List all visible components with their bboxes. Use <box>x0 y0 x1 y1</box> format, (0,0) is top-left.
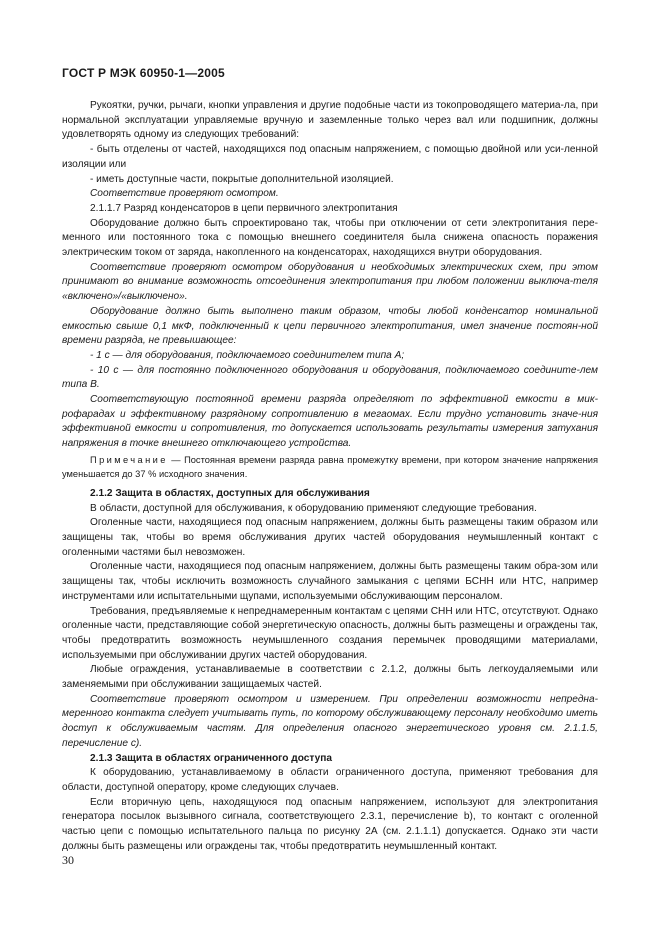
note <box>62 453 598 482</box>
compliance-statement: Соответствие проверяют осмотром. <box>90 188 279 200</box>
paragraph: Оголенные части, находящиеся под опасным напряжением, должны быть размещены таким образом или защищены так, чтобы во время обслуживания других частей оборудования неумышленный контакт с оголенными частями был невозможен. <box>62 517 598 558</box>
compliance-text: Соответствие проверяют осмотром и измерением. При определении возможности непредна-меренного контакта следует учитывать путь, по которому обслуживающему персоналу необходимо иметь доступ к обслуживаемым частям. <box>62 693 598 735</box>
page-number: 30 <box>62 853 74 867</box>
paragraph: К оборудованию, устанавливаемому в области ограниченного доступа, применяют требования для области, доступной оператору, кроме следующих случаев. <box>62 767 598 793</box>
paragraph: Оголенные части, находящиеся под опасным напряжением, должны быть размещены таким обра-зом или защищены так, чтобы исключить возможность случайного замыкания с цепями БСНН или НТС, например инструментами или испытательными щупами, используемыми обслуживающим персоналом. <box>62 561 598 602</box>
section-heading: 2.1.2 Защита в областях, доступных для обслуживания <box>90 487 370 499</box>
compliance-statement: Соответствующую постоянной времени разряда определяют по эффективной емкости в мик-рофарадах и эффективному разрядному сопротивлению в мегаомах. Если трудно установить значе-ния эффективной емкости и сопротивления, то допускается использовать результаты измерения затухания напряжения в точке внешнего отключающего устройства. <box>62 394 598 450</box>
standard-header: ГОСТ Р МЭК 60950-1—2005 <box>62 66 225 80</box>
compliance-statement: Соответствие проверяют осмотром оборудования и необходимых электрических схем, при этом принимают во внимание возможность отсоединения электропитания при любом положении выключа-теля «включено»/«выключено». <box>62 261 598 303</box>
compliance-statement <box>62 693 598 752</box>
paragraph: Любые ограждения, устанавливаемые в соответствии с 2.1.2, должны быть легкоудаляемыми или заменяемыми при обслуживании защищаемых частей. <box>62 664 598 691</box>
paragraph: Если вторичную цепь, находящуюся под опасным напряжением, используют для электропитания генератора посылок вызывного сигнала, соответствующего 2.3.1, перечисление b), то контакт с оголенной частью цепи с помощью испытательного пальца по рисунку 2А (см. 2.1.1.1) допускается. Однако эти части должны быть размещены или ограждены так, чтобы предотвратить неумышленный контакт. <box>62 796 598 852</box>
document-body <box>62 99 598 854</box>
section-heading: 2.1.3 Защита в областях ограниченного доступа <box>90 752 332 764</box>
paragraph: Требования, предъявляемые к непреднамеренным контактам с цепями СНН или НТС, отсутствуют. Однако оголенные части, представляющие собой энергетическую опасность, должны быть размещены и ограждены так, чтобы предотвратить возможность неумышленного создания перемычек проводящими материалами, используемыми при обслуживании других частей оборудования. <box>62 605 598 661</box>
note-text: — Постоянная времени разряда равна промежутку времени, при котором значение напряжения уменьшается до 37 % исходного значения. <box>62 454 598 480</box>
note-label: Примечание <box>90 454 168 465</box>
paragraph: Оборудование должно быть спроектировано так, чтобы при отключении от сети электропитания пере-менного или постоянного тока с помощью внешнего соединителя была снижена опасность поражения электрическим током от заряда, накопленного на конденсаторах, находящихся внутри оборудования. <box>62 217 598 259</box>
compliance-text-cont: Для определения опасного энергетического уровня см. 2.1.1.5, перечисление с). <box>62 723 598 749</box>
subclause-heading: 2.1.1.7 Разряд конденсаторов в цепи первичного электропитания <box>90 202 398 214</box>
list-item: - 10 с — для постоянно подключенного оборудования и оборудования, подключаемого соедините-лем типа В. <box>62 364 598 391</box>
list-item: - иметь доступные части, покрытые дополнительной изоляцией. <box>90 173 394 185</box>
paragraph: Рукоятки, ручки, рычаги, кнопки управления и другие подобные части из токопроводящего материа-ла, при нормальной эксплуатации управляемые вручную и заземленные только через вал или подшипник, должны удовлетворять одному из следующих требований: <box>62 100 598 141</box>
list-item: - быть отделены от частей, находящихся под опасным напряжением, с помощью двойной или уси-ленной изоляции или <box>62 144 598 170</box>
list-item: - 1 с — для оборудования, подключаемого соединителем типа А; <box>90 349 405 361</box>
paragraph: Оборудование должно быть выполнено таким образом, чтобы любой конденсатор номинальной емкостью свыше 0,1 мкФ, подключенный к цепи первичного электропитания, имел значение постоян-ной времени разряда, не превышающее: <box>62 305 598 347</box>
paragraph: В области, доступной для обслуживания, к оборудованию применяют следующие требования. <box>90 502 537 514</box>
